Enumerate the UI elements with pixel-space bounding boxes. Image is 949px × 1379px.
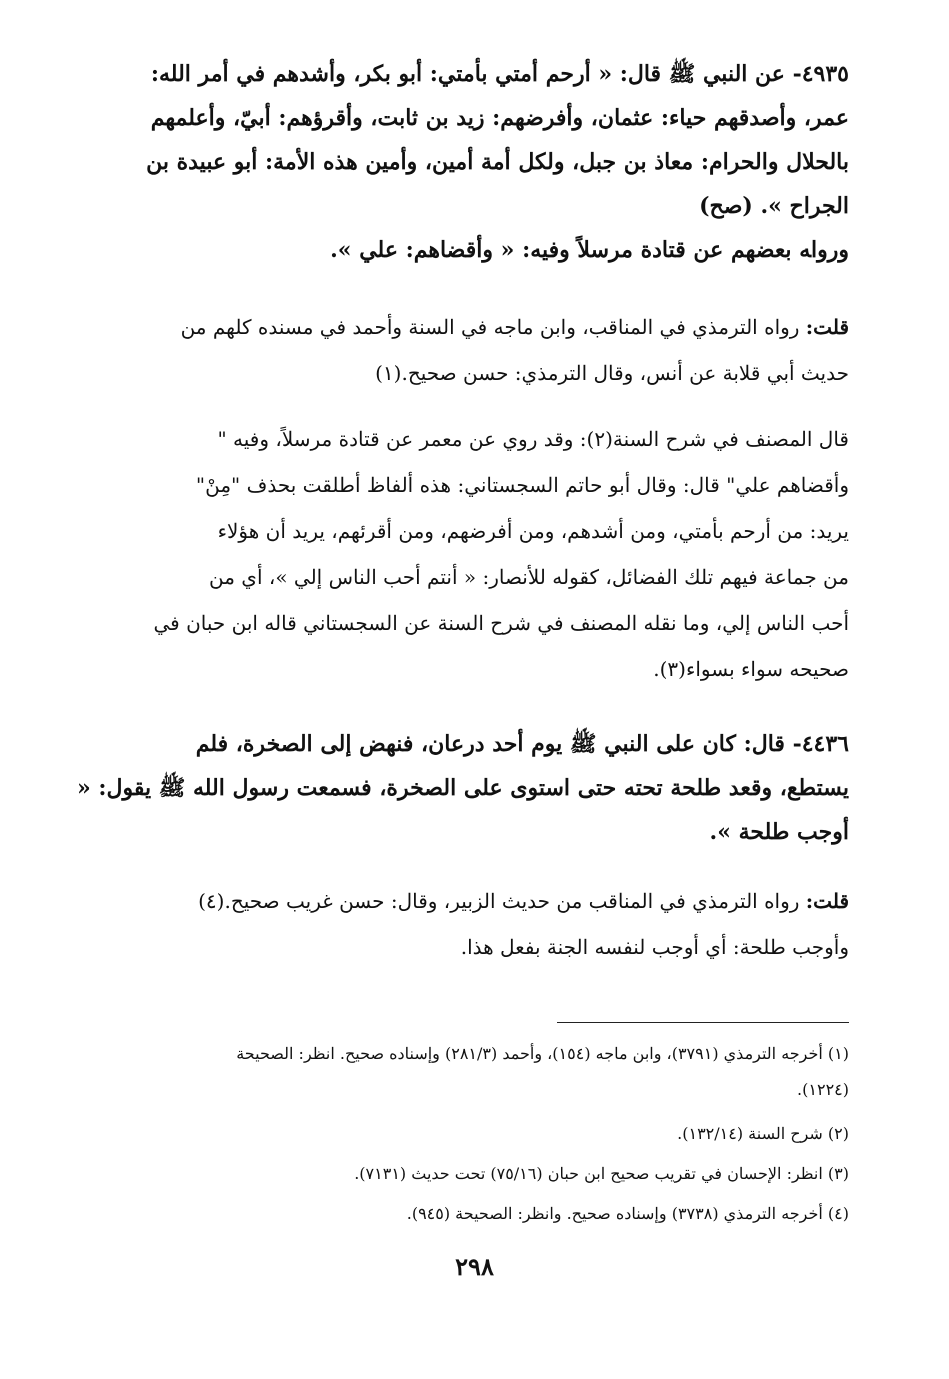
comment-text: رواه الترمذي في المناقب من حديث الزبير، وقال: حسن غريب صحيح.(٤) [198, 889, 806, 913]
comment-line: وأوجب طلحة: أي أوجب لنفسه الجنة بفعل هذا. [460, 935, 849, 959]
commentary-paragraph [76, 416, 849, 692]
hadith-line: بالحلال والحرام: معاذ بن جبل، ولكل أمة أمين، وأمين هذه الأمة: أبو عبيدة بن [146, 149, 849, 175]
hadith-4935 [76, 52, 849, 272]
hadith-line: يستطع، وقعد طلحة تحته حتى استوى على الصخرة، فسمعت رسول الله ﷺ يقول: « [76, 775, 849, 801]
footnote-separator [557, 1022, 849, 1023]
comment-line [76, 304, 849, 350]
hadith-line: أوجب طلحة ». [709, 819, 849, 845]
footnote-2: (٢) شرح السنة (١٣٢/١٤). [677, 1124, 849, 1143]
footnote-4: (٤) أخرجه الترمذي (٣٧٣٨) وإسناده صحيح. وانظر: الصحيحة (٩٤٥). [406, 1204, 849, 1223]
comment-lead: قلت: [805, 315, 849, 339]
hadith-line: ٤٤٣٦- قال: كان على النبي ﷺ يوم أحد درعان، فنهض إلى الصخرة، فلم [195, 731, 849, 757]
comment-lead: قلت: [805, 889, 849, 913]
comment-1 [76, 304, 849, 396]
hadith-line: عمر، وأصدقهم حياء: عثمان، وأفرضهم: زيد بن ثابت، وأقرؤهم: أبيّ، وأعلمهم [150, 105, 849, 131]
paragraph-line: وأقضاهم علي" قال: وقال أبو حاتم السجستاني: هذه ألفاظ أطلقت بحذف "مِنْ" [195, 473, 849, 497]
comment-line: حديث أبي قلابة عن أنس، وقال الترمذي: حسن صحيح.(١) [375, 361, 849, 385]
footnote-3: (٣) انظر: الإحسان في تقريب صحيح ابن حبان (٧٥/١٦) تحت حديث (٧١٣١). [354, 1164, 849, 1183]
paragraph-line: يريد: من أرحم بأمتي، ومن أشدهم، ومن أفرضهم، ومن أقرئهم، يريد أن هؤلاء [217, 519, 849, 543]
paragraph-line: صحيحه سواء بسواء(٣). [653, 657, 849, 681]
paragraph-line: قال المصنف في شرح السنة(٢): وقد روي عن معمر عن قتادة مرسلاً، وفيه " [217, 427, 849, 451]
hadith-line: ٤٩٣٥- عن النبي ﷺ قال: « أرحم أمتي بأمتي: أبو بكر، وأشدهم في أمر الله: [150, 61, 849, 87]
comment-line [76, 878, 849, 924]
hadith-4436 [76, 722, 849, 854]
page-number: ٢٩٨ [455, 1252, 494, 1281]
footnote-1: (١) أخرجه الترمذي (٣٧٩١)، وابن ماجه (١٥٤)، وأحمد (٢٨١/٣) وإسناده صحيح. انظر: الصحيحة [236, 1044, 849, 1063]
paragraph-line: من جماعة فيهم تلك الفضائل، كقوله للأنصار: « أنتم أحب الناس إلي »، أي من [209, 565, 849, 589]
paragraph-line: أحب الناس إلي، وما نقله المصنف في شرح السنة عن السجستاني قاله ابن حبان في [153, 611, 849, 635]
riwaya-line: وروا‍ه بعضهم عن قتادة مرسلاً وفيه: « وأقضاهم: علي ». [330, 237, 849, 263]
footnote-1-continued: (١٢٢٤). [797, 1080, 849, 1099]
comment-2 [76, 878, 849, 970]
hadith-line: الجراح ». (صح) [699, 193, 849, 219]
comment-text: رواه الترمذي في المناقب، وابن ماجه في السنة وأحمد في مسنده كلهم من [180, 315, 806, 339]
